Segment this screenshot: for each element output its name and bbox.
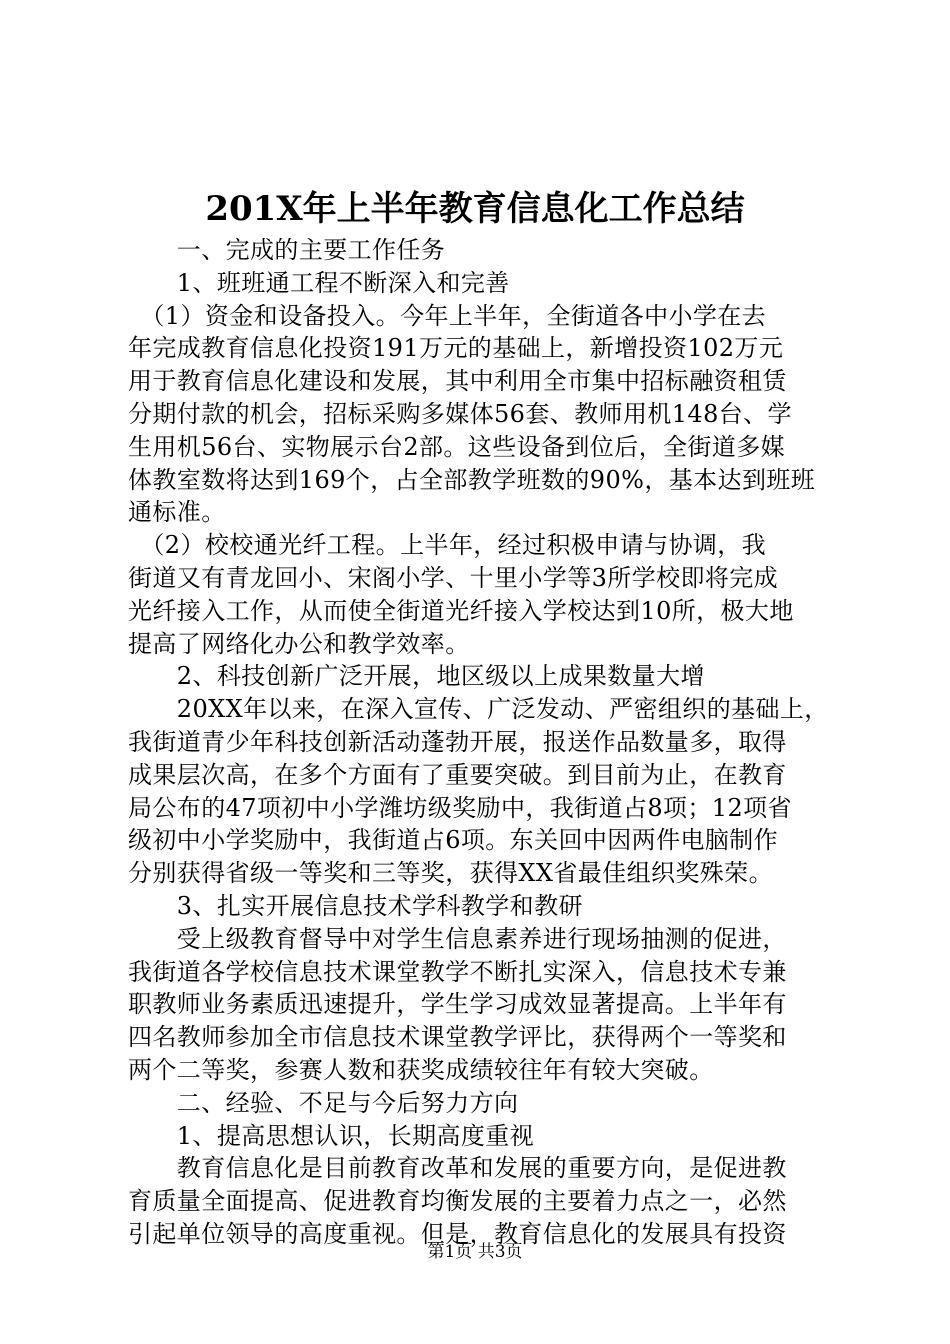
text-line: 二、经验、不足与今后努力方向 (128, 1088, 519, 1117)
text-line: 用于教育信息化建设和发展，其中利用全市集中招标融资租赁 (128, 367, 787, 396)
text-line: 街道又有青龙回小、宋阁小学、十里小学等3所学校即将完成 (128, 563, 779, 592)
text-line: 受上级教育督导中对学生信息素养进行现场抽测的促进， (128, 924, 787, 953)
text-line: 通标准。 (128, 498, 226, 527)
text-line: 我街道青少年科技创新活动蓬勃开展，报送作品数量多，取得 (128, 727, 787, 756)
text-line: 生用机56台、实物展示台2部。这些设备到位后，全街道多媒 (128, 432, 786, 461)
page-number-footer: 第1页 共3页 (427, 1242, 523, 1262)
text-line: 分别获得省级一等奖和三等奖，获得XX省最佳组织奖殊荣。 (128, 859, 773, 888)
text-line: 两个二等奖，参赛人数和获奖成绩较往年有较大突破。 (128, 1055, 714, 1084)
text-line: 1、提高思想认识，长期高度重视 (128, 1121, 535, 1150)
text-line: （2）校校通光纤工程。上半年，经过积极申请与协调，我 (128, 531, 767, 560)
text-line: 职教师业务素质迅速提升，学生学习成效显著提高。上半年有 (128, 990, 787, 1019)
text-line: 提高了网络化办公和教学效率。 (128, 629, 470, 658)
text-line: 育质量全面提高、促进教育均衡发展的主要着力点之一，必然 (128, 1187, 787, 1216)
text-line: 局公布的47项初中小学潍坊级奖励中，我街道占8项；12项省 (128, 793, 792, 822)
text-line: 年完成教育信息化投资191万元的基础上，新增投资102万元 (128, 334, 784, 363)
text-line: （1）资金和设备投入。今年上半年，全街道各中小学在去 (128, 301, 767, 330)
text-line: 光纤接入工作，从而使全街道光纤接入学校达到10所，极大地 (128, 596, 794, 625)
text-line: 20XX年以来，在深入宣传、广泛发动、严密组织的基础上， (128, 695, 829, 724)
document-body (128, 234, 836, 1251)
text-line: 3、扎实开展信息技术学科教学和教研 (128, 891, 583, 920)
text-line: 引起单位领导的高度重视。但是，教育信息化的发展具有投资 (128, 1219, 787, 1248)
document-title: 201X年上半年教育信息化工作总结 (205, 189, 745, 229)
text-line: 2、科技创新广泛开展，地区级以上成果数量大增 (128, 662, 705, 691)
text-line: 体教室数将达到169个，占全部教学班数的90%，基本达到班班 (128, 465, 816, 494)
text-line: 我街道各学校信息技术课堂教学不断扎实深入，信息技术专兼 (128, 957, 787, 986)
text-line: 成果层次高，在多个方面有了重要突破。到目前为止，在教育 (128, 760, 787, 789)
text-line: 级初中小学奖励中，我街道占6项。东关回中因两件电脑制作 (128, 826, 779, 855)
text-line: 分期付款的机会，招标采购多媒体56套、教师用机148台、学 (128, 399, 792, 428)
text-line: 教育信息化是目前教育改革和发展的重要方向，是促进教 (128, 1154, 787, 1183)
text-line: 1、班班通工程不断深入和完善 (128, 268, 510, 297)
text-line: 四名教师参加全市信息技术课堂教学评比，获得两个一等奖和 (128, 1023, 787, 1052)
text-line: 一、完成的主要工作任务 (128, 236, 446, 264)
